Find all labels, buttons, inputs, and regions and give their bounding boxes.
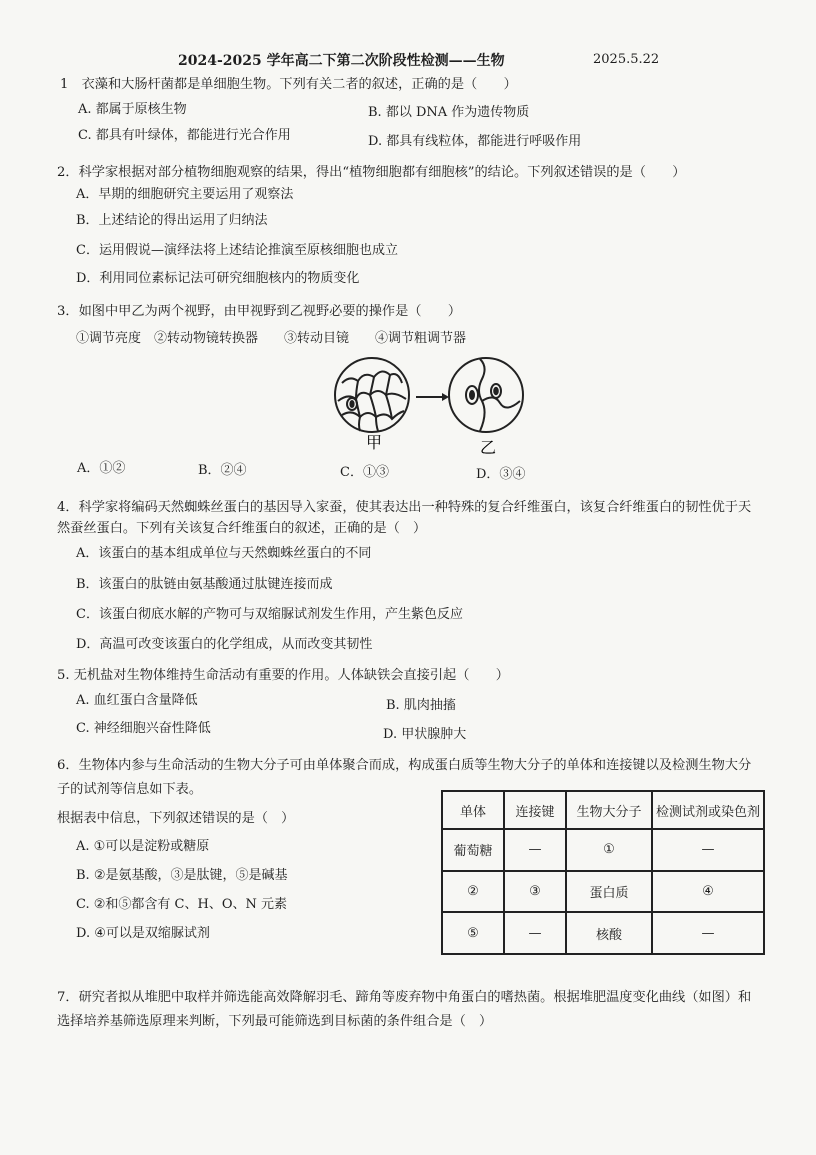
table-cell: — (652, 912, 764, 954)
exam-date: 2025.5.22 (593, 52, 660, 67)
table-cell: — (652, 829, 764, 871)
table-header-row (442, 791, 764, 829)
question-5-option-d: D. 甲状腺肿大 (383, 727, 467, 742)
table-cell: 葡萄糖 (442, 829, 504, 871)
question-4-option-a: A．该蛋白的基本组成单位与天然蜘蛛丝蛋白的不同 (76, 546, 372, 561)
question-6-option-b: B. ②是氨基酸，③是肽键，⑤是碱基 (76, 868, 288, 883)
question-4-option-b: B．该蛋白的肽链由氨基酸通过肽键连接而成 (76, 577, 333, 592)
question-6-stem-line2: 子的试剂等信息如下表。 (57, 782, 203, 797)
field-yi (449, 358, 523, 432)
table-row (442, 829, 764, 871)
question-6-option-d: D. ④可以是双缩脲试剂 (76, 926, 210, 941)
table-cell: ③ (504, 871, 566, 913)
question-3-option-b: B．②④ (198, 463, 247, 478)
question-1-option-a: A. 都属于原核生物 (78, 102, 187, 117)
question-4-stem-line1: 4．科学家将编码天然蜘蛛丝蛋白的基因导入家蚕，使其表达出一种特殊的复合纤维蛋白，该复合纤维蛋白的韧性优于天 (57, 500, 752, 515)
question-5-option-c: C. 神经细胞兴奋性降低 (76, 721, 211, 736)
biomolecule-table (441, 790, 765, 955)
table-header-cell: 生物大分子 (566, 791, 652, 829)
question-2-stem: 2．科学家根据对部分植物细胞观察的结果，得出“植物细胞都有细胞核”的结论。下列叙述错误的是（ ） (57, 165, 686, 180)
question-3-option-d: D．③④ (476, 467, 526, 482)
table-cell: 核酸 (566, 912, 652, 954)
question-5-option-a: A. 血红蛋白含量降低 (76, 693, 198, 708)
microscope-field-figure (330, 353, 530, 459)
question-7-stem-line2: 选择培养基筛选原理来判断，下列最可能筛选到目标菌的条件组合是（ ） (57, 1014, 493, 1029)
question-3-option-c: C．①③ (340, 465, 389, 480)
question-4-option-d: D．高温可改变该蛋白的化学组成，从而改变其韧性 (76, 637, 373, 652)
table-row (442, 871, 764, 913)
figure-label-yi: 乙 (480, 438, 497, 457)
question-2-option-a: A．早期的细胞研究主要运用了观察法 (76, 187, 294, 202)
question-5-stem: 5. 无机盐对生物体维持生命活动有重要的作用。人体缺铁会直接引起（ ） (57, 668, 509, 683)
question-1-option-b: B. 都以 DNA 作为遗传物质 (368, 105, 530, 120)
table-header-cell: 连接键 (504, 791, 566, 829)
question-6-option-c: C. ②和⑤都含有 C、H、O、N 元素 (76, 897, 287, 912)
question-3-stem: 3．如图中甲乙为两个视野，由甲视野到乙视野必要的操作是（ ） (57, 304, 462, 319)
field-jia (335, 358, 409, 432)
question-3-option-a: A．①② (77, 461, 126, 476)
question-4-option-c: C．该蛋白彻底水解的产物可与双缩脲试剂发生作用，产生紫色反应 (76, 607, 463, 622)
question-3-steps: ①调节亮度 ②转动物镜转换器 ③转动目镜 ④调节粗调节器 (76, 331, 467, 346)
question-6-option-a: A. ①可以是淀粉或糖原 (76, 839, 210, 854)
question-1-stem: 1 衣藻和大肠杆菌都是单细胞生物。下列有关二者的叙述，正确的是（ ） (60, 77, 517, 92)
question-6-stem-line3: 根据表中信息，下列叙述错误的是（ ） (57, 811, 295, 826)
question-2-option-b: B．上述结论的得出运用了归纳法 (76, 213, 268, 228)
table-cell: 蛋白质 (566, 871, 652, 913)
question-1-option-c: C. 都具有叶绿体，都能进行光合作用 (78, 128, 291, 143)
table-cell: ① (566, 829, 652, 871)
table-header-cell: 单体 (442, 791, 504, 829)
page-title: 2024-2025 学年高二下第二次阶段性检测——生物 (178, 53, 505, 69)
table-cell: ④ (652, 871, 764, 913)
table-cell: — (504, 912, 566, 954)
question-6-stem-line1: 6．生物体内参与生命活动的生物大分子可由单体聚合而成，构成蛋白质等生物大分子的单体和连接键以及检测生物大分 (57, 758, 752, 773)
table-row (442, 912, 764, 954)
table-header-cell: 检测试剂或染色剂 (652, 791, 764, 829)
question-5-option-b: B. 肌肉抽搐 (386, 698, 456, 713)
question-2-option-c: C．运用假说—演绎法将上述结论推演至原核细胞也成立 (76, 243, 398, 258)
question-7-stem-line1: 7．研究者拟从堆肥中取样并筛选能高效降解羽毛、蹄角等废弃物中角蛋白的嗜热菌。根据堆肥温度变化曲线（如图）和 (57, 990, 752, 1005)
table-cell: ② (442, 871, 504, 913)
table-cell: ⑤ (442, 912, 504, 954)
question-4-stem-line2: 然蚕丝蛋白。下列有关该复合纤维蛋白的叙述，正确的是（ ） (57, 521, 427, 536)
table-cell: — (504, 829, 566, 871)
figure-label-jia: 甲 (366, 433, 383, 452)
question-1-option-d: D. 都具有线粒体，都能进行呼吸作用 (368, 134, 582, 149)
question-2-option-d: D．利用同位素标记法可研究细胞核内的物质变化 (76, 271, 360, 286)
